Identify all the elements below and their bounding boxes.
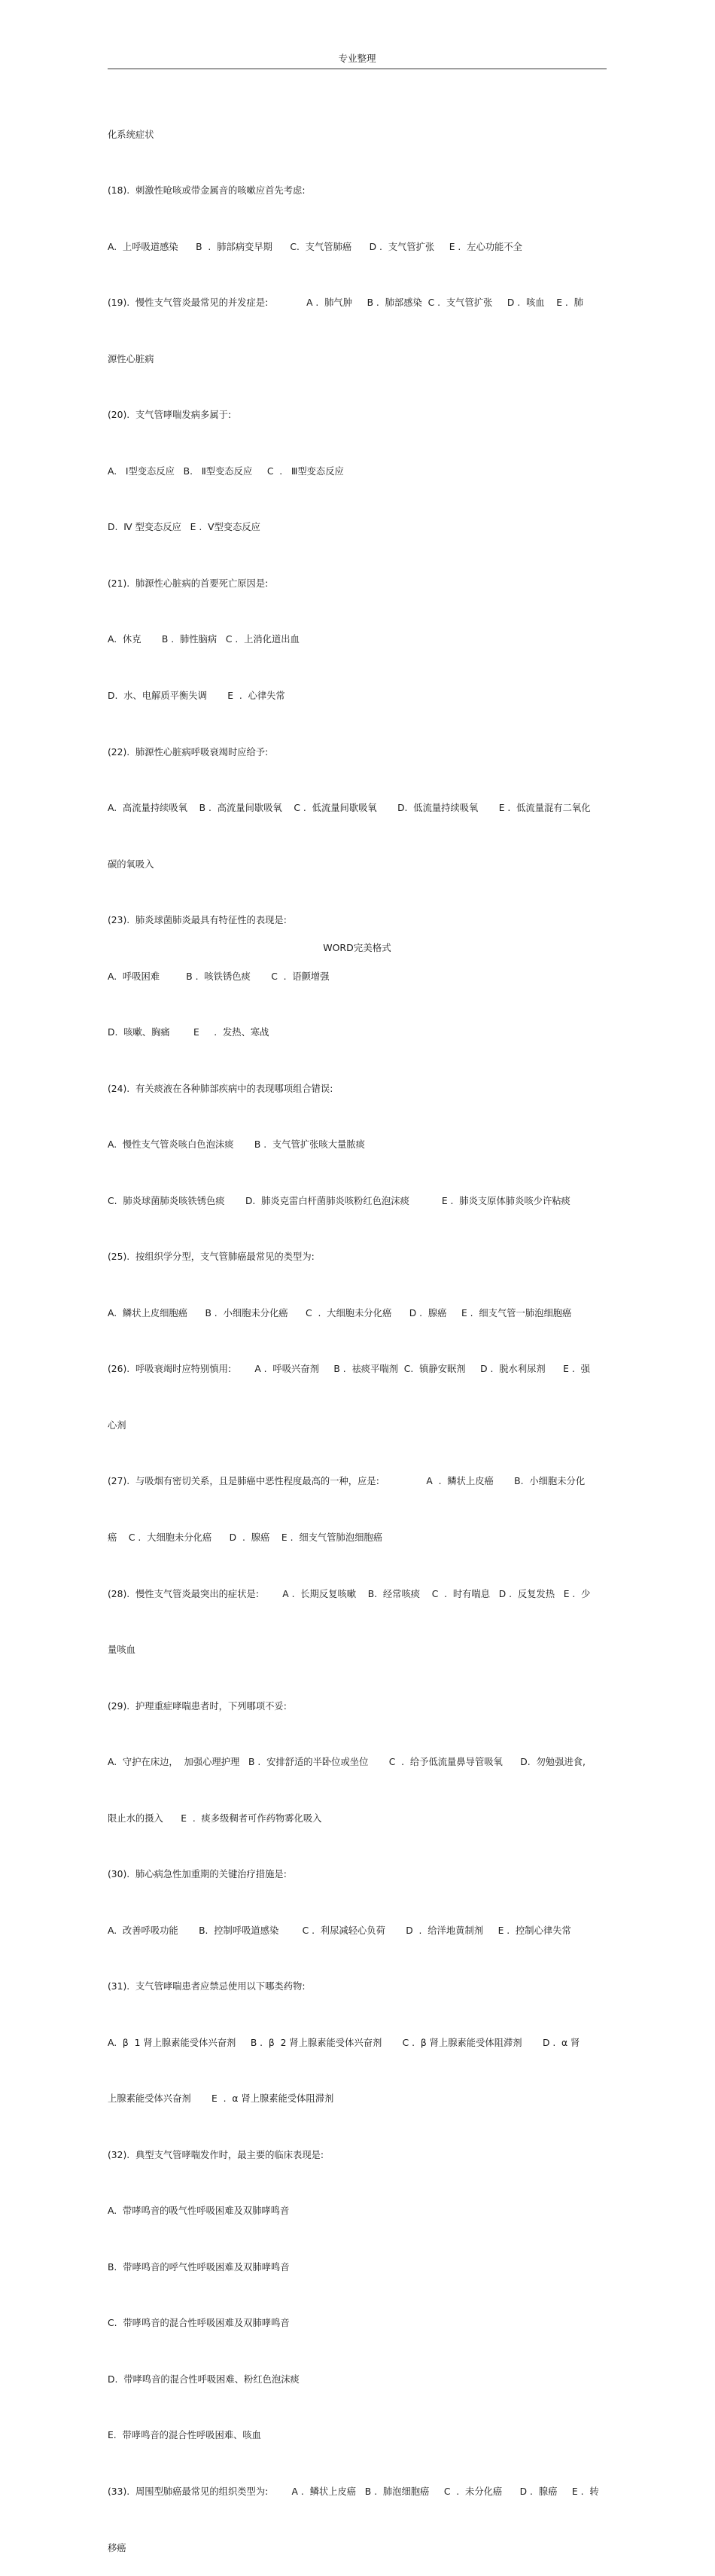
question-20: (20). 支气管哮喘发病多属于: (108, 410, 232, 421)
question-32: (32). 典型支气管哮喘发作时，最主要的临床表现是: (108, 2149, 324, 2160)
answer-options: 限止水的摄入 E . 痰多级稠者可作药物雾化吸入 (108, 1812, 322, 1824)
answer-options: A. Ⅰ型变态反应 B. Ⅱ型变态反应 C . Ⅲ型变态反应 (108, 465, 344, 477)
answer-options: A. 守护在床边， 加强心理护理 B . 安排舒适的半卧位或坐位 C . 给予低流量鼻导管吸氧 D. 勿勉强进食, (108, 1757, 586, 1768)
answer-options: D. 水、电解质平衡失调 E . 心律失常 (108, 690, 285, 701)
text-line: 移癌 (108, 2542, 126, 2553)
answer-option-c: C. 带哮鸣音的混合性呼吸困难及双肺哮鸣音 (108, 2318, 290, 2329)
question-27: (27). 与吸烟有密切关系，且是肺癌中恶性程度最高的一种，应是: A . 鳞状上皮癌 B. 小细胞未分化 (108, 1476, 586, 1487)
page-header: 专业整理 (338, 53, 376, 64)
question-25: (25). 按组织学分型，支气管肺癌最常见的类型为: (108, 1251, 315, 1263)
text-line: 化系统症状 (108, 129, 154, 140)
answer-option-a: A. 带哮鸣音的吸气性呼吸困难及双肺哮鸣音 (108, 2206, 290, 2217)
page-footer: WORD完美格式 (323, 942, 391, 953)
question-22: (22). 肺源性心脏病呼吸衰竭时应给予: (108, 746, 269, 758)
answer-options: A. 高流量持续吸氧 B . 高流量间歇吸氧 C . 低流量间歇吸氧 D. 低流量持续吸氧 E . 低流量混有二氧化 (108, 803, 591, 814)
answer-options: A. 改善呼吸功能 B. 控制呼吸道感染 C . 利尿减轻心负荷 D . 给洋地黄制剂 E . 控制心律失常 (108, 1925, 571, 1936)
text-line: 量咳血 (108, 1645, 135, 1656)
answer-options: C. 肺炎球菌肺炎咳铁锈色痰 D. 肺炎克雷白杆菌肺炎咳粉红色泡沫痰 E . 肺炎支原体肺炎咳少许粘痰 (108, 1195, 570, 1206)
answer-options: 癌 C . 大细胞未分化癌 D . 腺癌 E . 细支气管肺泡细胞癌 (108, 1532, 383, 1543)
answer-options: D. Ⅳ 型变态反应 E . Ⅴ型变态反应 (108, 522, 260, 533)
question-24: (24). 有关痰液在各种肺部疾病中的表现哪项组合错误: (108, 1083, 333, 1094)
question-21: (21). 肺源性心脏病的首要死亡原因是: (108, 578, 269, 589)
answer-options: A. 休克 B . 肺性脑病 C . 上消化道出血 (108, 634, 300, 645)
question-26: (26). 呼吸衰竭时应特别慎用: A . 呼吸兴奋剂 B . 祛痰平喘剂 C. 镇静安眠剂 D . 脱水利尿剂 E . 强 (108, 1364, 590, 1375)
answer-option-b: B. 带哮鸣音的呼气性呼吸困难及双肺哮鸣音 (108, 2261, 290, 2273)
answer-options: A. 呼吸困难 B . 咳铁锈色痰 C . 语颤增强 (108, 971, 330, 982)
text-line: 心剂 (108, 1419, 126, 1431)
answer-options: A. 鳞状上皮细胞癌 B . 小细胞未分化癌 C . 大细胞未分化癌 D . 腺癌 E . 细支气管一肺泡细胞癌 (108, 1307, 572, 1318)
document-body (108, 88, 607, 2576)
answer-options: 上腺素能受体兴奋剂 E . α 肾上腺素能受体阻滞剂 (108, 2093, 334, 2105)
question-29: (29). 护理重症哮喘患者时，下列哪项不妥: (108, 1700, 287, 1712)
answer-options: D. 咳嗽、胸痛 E . 发热、寒战 (108, 1027, 269, 1038)
answer-option-e: E. 带哮鸣音的混合性呼吸困难、咳血 (108, 2430, 261, 2441)
text-line: 碳的氧吸入 (108, 858, 154, 870)
question-19: (19). 慢性支气管炎最常见的并发症是: A . 肺气肿 B . 肺部感染 C . 支气管扩张 D . 咳血 E . 肺 (108, 297, 583, 309)
question-31: (31). 支气管哮喘患者应禁忌使用以下哪类药物: (108, 1981, 306, 1992)
question-28: (28). 慢性支气管炎最突出的症状是: A . 长期反复咳嗽 B. 经常咳痰 C . 时有喘息 D . 反复发热 E . 少 (108, 1588, 591, 1599)
text-line: 源性心脏病 (108, 353, 154, 364)
answer-options: A. 慢性支气管炎咳白色泡沫痰 B . 支气管扩张咳大量脓痰 (108, 1139, 365, 1151)
question-33: (33). 周围型肺癌最常见的组织类型为: A . 鳞状上皮癌 B . 肺泡细胞癌 C . 未分化癌 D . 腺癌 E . 转 (108, 2486, 599, 2497)
answer-option-d: D. 带哮鸣音的混合性呼吸困难、粉红色泡沫痰 (108, 2373, 300, 2385)
question-23: (23). 肺炎球菌肺炎最具有特征性的表现是: (108, 915, 287, 926)
answer-options: A. β 1 肾上腺素能受体兴奋剂 B . β 2 肾上腺素能受体兴奋剂 C . β 肾上腺素能受体阻滞剂 D . α 肾 (108, 2037, 580, 2048)
answer-options: A. 上呼吸道感染 B . 肺部病变早期 C. 支气管肺癌 D . 支气管扩张 E . 左心功能不全 (108, 241, 522, 252)
question-30: (30). 肺心病急性加重期的关键治疗措施是: (108, 1869, 287, 1880)
question-18: (18). 刺激性呛咳或带金属音的咳嗽应首先考虑: (108, 185, 306, 197)
